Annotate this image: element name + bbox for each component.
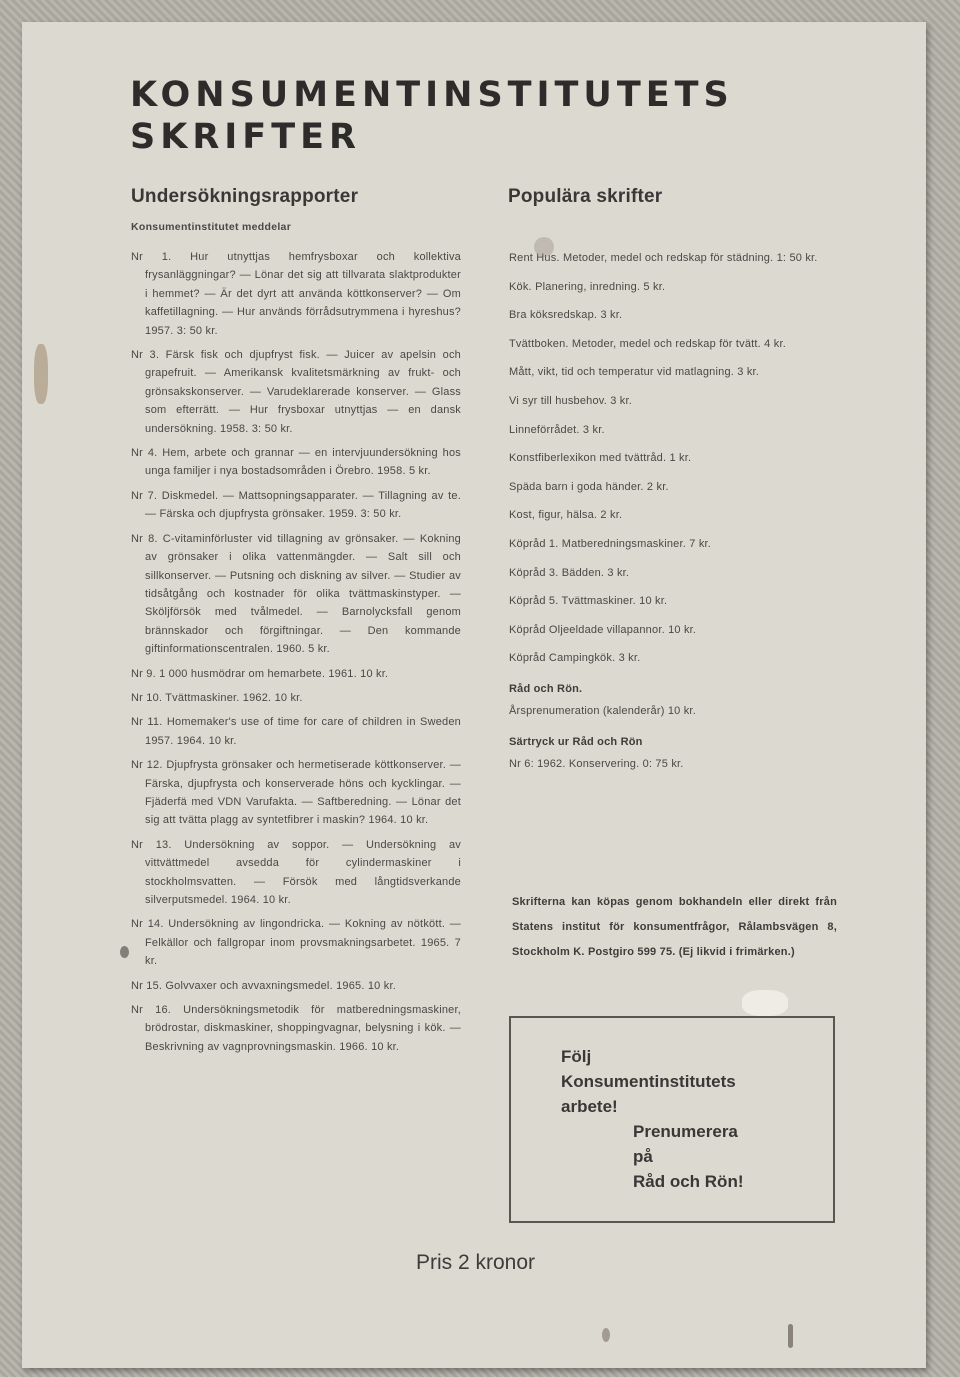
report-entry: Nr 15. Golvvaxer och avvaxningsmedel. 1965. 10 kr. <box>131 979 396 992</box>
popular-list <box>509 248 839 783</box>
report-entry: Nr 7. Diskmedel. — Mattsopningsapparater. — Tillagning av te. — Färska och djupfrysta grönsaker. 1959. 3: 50 kr. <box>131 489 461 521</box>
promo-line: Prenumerera <box>633 1122 738 1141</box>
document-page <box>22 22 926 1368</box>
purchase-info: Skrifterna kan köpas genom bokhandeln eller direkt från Statens institut för konsumentfrågor, Rålambsvägen 8, Stockholm K. Postgiro 599 75. (Ej likvid i frimärken.) <box>512 896 837 958</box>
popular-item: Konstfiberlexikon med tvättråd. 1 kr. <box>509 452 692 465</box>
popular-item: Köpråd Oljeeldade villapannor. 10 kr. <box>509 623 697 636</box>
left-heading: Undersökningsrapporter <box>131 186 359 207</box>
promo-line: arbete! <box>561 1097 618 1116</box>
promo-line: Råd och Rön! <box>633 1172 744 1191</box>
report-entry: Nr 9. 1 000 husmödrar om hemarbete. 1961. 10 kr. <box>131 667 389 680</box>
main-title <box>130 74 734 158</box>
promo-line: Följ <box>561 1047 592 1066</box>
report-entry: Nr 12. Djupfrysta grönsaker och hermetiserade köttkonserver. — Färska, djupfrysta och konserverade höns och kycklingar. — Fjäderfä med VDN Varufakta. — Saftberedning. — Lönar det sig att tvätta plagg av syntetfibrer i maskin? 1964. 10 kr. <box>131 759 461 827</box>
promo-line: på <box>633 1147 653 1166</box>
right-heading: Populära skrifter <box>508 186 663 207</box>
stain-mark <box>602 1328 610 1342</box>
promo-text-left <box>561 1044 736 1119</box>
report-entry: Nr 3. Färsk fisk och djupfryst fisk. — Juicer av apelsin och grapefruit. — Amerikansk kvalitetsmärkning av frukt- och grönsakskonserver. — Varudeklarerade konserver. — Glass som efterrätt. — Hur frysboxar utnyttjas — en dansk undersökning. 1958. 3: 50 kr. <box>131 349 461 435</box>
stain-mark <box>534 237 554 257</box>
popular-item: Mått, vikt, tid och temperatur vid matlagning. 3 kr. <box>509 366 760 379</box>
sartryck-heading: Särtryck ur Råd och Rön <box>509 736 643 749</box>
popular-item: Bra köksredskap. 3 kr. <box>509 309 623 322</box>
promo-line: Konsumentinstitutets <box>561 1072 736 1091</box>
subscription-item: Årsprenumeration (kalenderår) 10 kr. <box>509 705 696 718</box>
popular-item: Kost, figur, hälsa. 2 kr. <box>509 509 623 522</box>
report-entry: Nr 8. C-vitaminförluster vid tillagning av grönsaker. — Kokning av grönsaker i olika vattenmängder. — Salt sill och sillkonserver. — Putsning och diskning av silver. — Studier av tidsåtgång och kostnader för olika tvättmaskinstyper. — Sköljförsök med tvålmedel. — Barnolycksfall genom brännskador och förgiftningar. — Den kommande giftinformationscentralen. 1960. 5 kr. <box>131 532 461 656</box>
main-title-line1: KONSUMENTINSTITUTETS <box>130 75 734 115</box>
report-entry: Nr 10. Tvättmaskiner. 1962. 10 kr. <box>131 691 303 704</box>
popular-item: Späda barn i goda händer. 2 kr. <box>509 480 669 493</box>
report-list <box>131 248 461 1062</box>
popular-item: Köpråd Campingkök. 3 kr. <box>509 652 641 665</box>
report-entry: Nr 4. Hem, arbete och grannar — en intervjuundersökning hos unga familjer i nya bostadsområden i Örebro. 1958. 5 kr. <box>131 447 461 478</box>
report-entry: Nr 1. Hur utnyttjas hemfrysboxar och kollektiva frysanläggningar? — Lönar det sig att tillvarata slaktprodukter i hemmet? — Är det dyrt att använda köttkonserver? — Om kaffetillagning. — Hur används förrådsutrymmena i hyreshus? 1957. 3: 50 kr. <box>131 251 461 337</box>
stain-mark <box>34 344 48 404</box>
rad-och-ron-heading: Råd och Rön. <box>509 683 583 696</box>
popular-item: Rent Hus. Metoder, medel och redskap för städning. 1: 50 kr. <box>509 252 818 264</box>
price-label: Pris 2 kronor <box>416 1251 536 1274</box>
stain-mark <box>120 946 129 958</box>
report-entry: Nr 14. Undersökning av lingondricka. — Kokning av nötkött. — Felkällor och fallgropar inom provsmakningsarbetet. 1965. 7 kr. <box>131 918 461 968</box>
report-entry: Nr 13. Undersökning av soppor. — Undersökning av vittvättmedel avsedda för cylindermaskiner i stockholmsvatten. — Försök med långtidsverkande silverputsmedel. 1964. 10 kr. <box>131 838 461 906</box>
main-title-line2: SKRIFTER <box>130 117 361 157</box>
popular-item: Linneförrådet. 3 kr. <box>509 423 605 436</box>
sartryck-item: Nr 6: 1962. Konservering. 0: 75 kr. <box>509 758 684 771</box>
popular-item: Kök. Planering, inredning. 5 kr. <box>509 280 666 293</box>
popular-item: Köpråd 1. Matberedningsmaskiner. 7 kr. <box>509 537 712 550</box>
wear-mark <box>742 990 788 1016</box>
popular-item: Köpråd 3. Bädden. 3 kr. <box>509 566 630 579</box>
popular-item: Vi syr till husbehov. 3 kr. <box>509 394 632 407</box>
popular-item: Tvättboken. Metoder, medel och redskap för tvätt. 4 kr. <box>509 337 786 350</box>
report-entry: Nr 11. Homemaker's use of time for care of children in Sweden 1957. 1964. 10 kr. <box>131 716 461 747</box>
subscribe-promo-box <box>509 1016 835 1223</box>
stain-mark <box>788 1324 793 1348</box>
report-entry: Nr 16. Undersökningsmetodik för matberedningsmaskiner, brödrostar, diskmaskiner, shoppingvagnar, belysning i kök. — Beskrivning av vagnprovningsmaskin. 1966. 10 kr. <box>131 1004 461 1053</box>
promo-text-right <box>633 1119 744 1194</box>
left-subheading: Konsumentinstitutet meddelar <box>131 221 292 233</box>
popular-item: Köpråd 5. Tvättmaskiner. 10 kr. <box>509 595 668 608</box>
